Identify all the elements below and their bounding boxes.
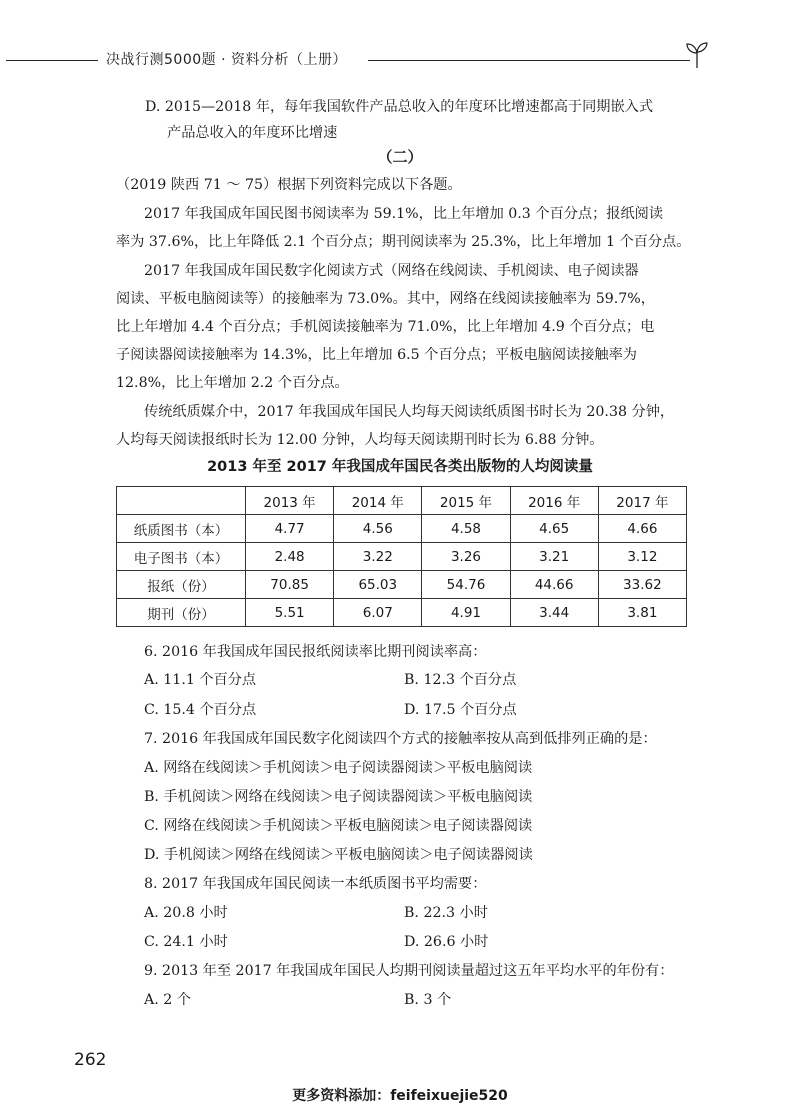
table-cell: 4.66 [598, 515, 686, 543]
table-cell: 4.91 [422, 599, 510, 627]
table-cell: 纸质图书（本） [117, 515, 246, 543]
table-cell: 33.62 [598, 571, 686, 599]
table-cell: 3.26 [422, 543, 510, 571]
answer-option[interactable]: B. 3 个 [404, 992, 452, 1008]
paragraph-line: 比上年增加 4.4 个百分点；手机阅读接触率为 71.0%，比上年增加 4.9 个百分点；电 [116, 319, 655, 335]
footer-note: 更多资料添加：feifeixuejie520 [292, 1088, 508, 1104]
answer-option[interactable]: C. 15.4 个百分点 [144, 702, 257, 718]
question-stem: 8. 2017 年我国成年国民阅读一本纸质图书平均需要： [144, 876, 487, 892]
answer-option[interactable]: D. 17.5 个百分点 [404, 702, 517, 718]
reading-data-table [116, 486, 687, 627]
table-row [117, 515, 687, 543]
table-header-cell: 2016 年 [510, 487, 598, 515]
table-cell: 65.03 [334, 571, 422, 599]
answer-option[interactable]: D. 26.6 小时 [404, 934, 489, 950]
table-cell: 5.51 [246, 599, 334, 627]
prev-option-d-line1: D. 2015—2018 年，每年我国软件产品总收入的年度环比增速都高于同期嵌入式 [145, 99, 654, 115]
answer-option[interactable]: B. 手机阅读＞网络在线阅读＞电子阅读器阅读＞平板电脑阅读 [144, 789, 533, 805]
paragraph-line: 率为 37.6%，比上年降低 2.1 个百分点；期刊阅读率为 25.3%，比上年增加 1 个百分点。 [116, 234, 691, 250]
intro-text: （2019 陕西 71 ～ 75）根据下列资料完成以下各题。 [116, 177, 462, 193]
prev-option-d-line2: 产品总收入的年度环比增速 [167, 125, 338, 141]
answer-option[interactable]: C. 网络在线阅读＞手机阅读＞平板电脑阅读＞电子阅读器阅读 [144, 818, 533, 834]
book-title: 决战行测5000题 · 资料分析（上册） [106, 52, 347, 68]
table-cell: 2.48 [246, 543, 334, 571]
answer-option[interactable]: B. 22.3 小时 [404, 905, 488, 921]
table-header-cell: 2013 年 [246, 487, 334, 515]
table-header-cell: 2017 年 [598, 487, 686, 515]
table-cell: 44.66 [510, 571, 598, 599]
header-rule-right [368, 60, 690, 61]
paragraph-line: 12.8%，比上年增加 2.2 个百分点。 [116, 375, 349, 391]
table-header-row [117, 487, 687, 515]
table-cell: 3.22 [334, 543, 422, 571]
answer-option[interactable]: A. 网络在线阅读＞手机阅读＞电子阅读器阅读＞平板电脑阅读 [144, 760, 533, 776]
table-title: 2013 年至 2017 年我国成年国民各类出版物的人均阅读量 [207, 459, 593, 475]
answer-option[interactable]: A. 20.8 小时 [144, 905, 228, 921]
paragraph-line: 子阅读器阅读接触率为 14.3%，比上年增加 6.5 个百分点；平板电脑阅读接触率为 [116, 347, 637, 363]
table-cell: 3.44 [510, 599, 598, 627]
section-title: （二） [377, 148, 423, 166]
paragraph-line: 人均每天阅读报纸时长为 12.00 分钟，人均每天阅读期刊时长为 6.88 分钟。 [116, 432, 604, 448]
table-row [117, 543, 687, 571]
paragraph-line: 传统纸质媒介中，2017 年我国成年国民人均每天阅读纸质图书时长为 20.38 分钟， [144, 404, 675, 420]
table-cell: 4.77 [246, 515, 334, 543]
page-header [0, 40, 800, 80]
paragraph-line: 2017 年我国成年国民数字化阅读方式（网络在线阅读、手机阅读、电子阅读器 [144, 263, 639, 279]
table-header-cell: 2015 年 [422, 487, 510, 515]
table-row [117, 571, 687, 599]
question-stem: 9. 2013 年至 2017 年我国成年国民人均期刊阅读量超过这五年平均水平的年份有： [144, 963, 674, 979]
sprout-icon [684, 40, 710, 70]
table-cell: 3.12 [598, 543, 686, 571]
table-cell: 4.58 [422, 515, 510, 543]
table-cell: 3.81 [598, 599, 686, 627]
answer-option[interactable]: D. 手机阅读＞网络在线阅读＞平板电脑阅读＞电子阅读器阅读 [144, 847, 533, 863]
table-header-cell [117, 487, 246, 515]
table-header-cell: 2014 年 [334, 487, 422, 515]
table-cell: 4.56 [334, 515, 422, 543]
answer-option[interactable]: A. 2 个 [144, 992, 191, 1008]
question-stem: 6. 2016 年我国成年国民报纸阅读率比期刊阅读率高： [144, 644, 487, 660]
table-cell: 电子图书（本） [117, 543, 246, 571]
answer-option[interactable]: C. 24.1 小时 [144, 934, 228, 950]
answer-option[interactable]: A. 11.1 个百分点 [144, 672, 257, 688]
table-cell: 报纸（份） [117, 571, 246, 599]
header-rule-left [6, 60, 98, 61]
table-cell: 54.76 [422, 571, 510, 599]
table-cell: 6.07 [334, 599, 422, 627]
page-number: 262 [74, 1050, 107, 1070]
table-cell: 期刊（份） [117, 599, 246, 627]
table-cell: 70.85 [246, 571, 334, 599]
table-row [117, 599, 687, 627]
paragraph-line: 阅读、平板电脑阅读等）的接触率为 73.0%。其中，网络在线阅读接触率为 59.7%， [116, 291, 655, 307]
question-stem: 7. 2016 年我国成年国民数字化阅读四个方式的接触率按从高到低排列正确的是： [144, 731, 657, 747]
paragraph-line: 2017 年我国成年国民图书阅读率为 59.1%，比上年增加 0.3 个百分点；报纸阅读 [144, 206, 664, 222]
table-cell: 3.21 [510, 543, 598, 571]
answer-option[interactable]: B. 12.3 个百分点 [404, 672, 517, 688]
table-cell: 4.65 [510, 515, 598, 543]
